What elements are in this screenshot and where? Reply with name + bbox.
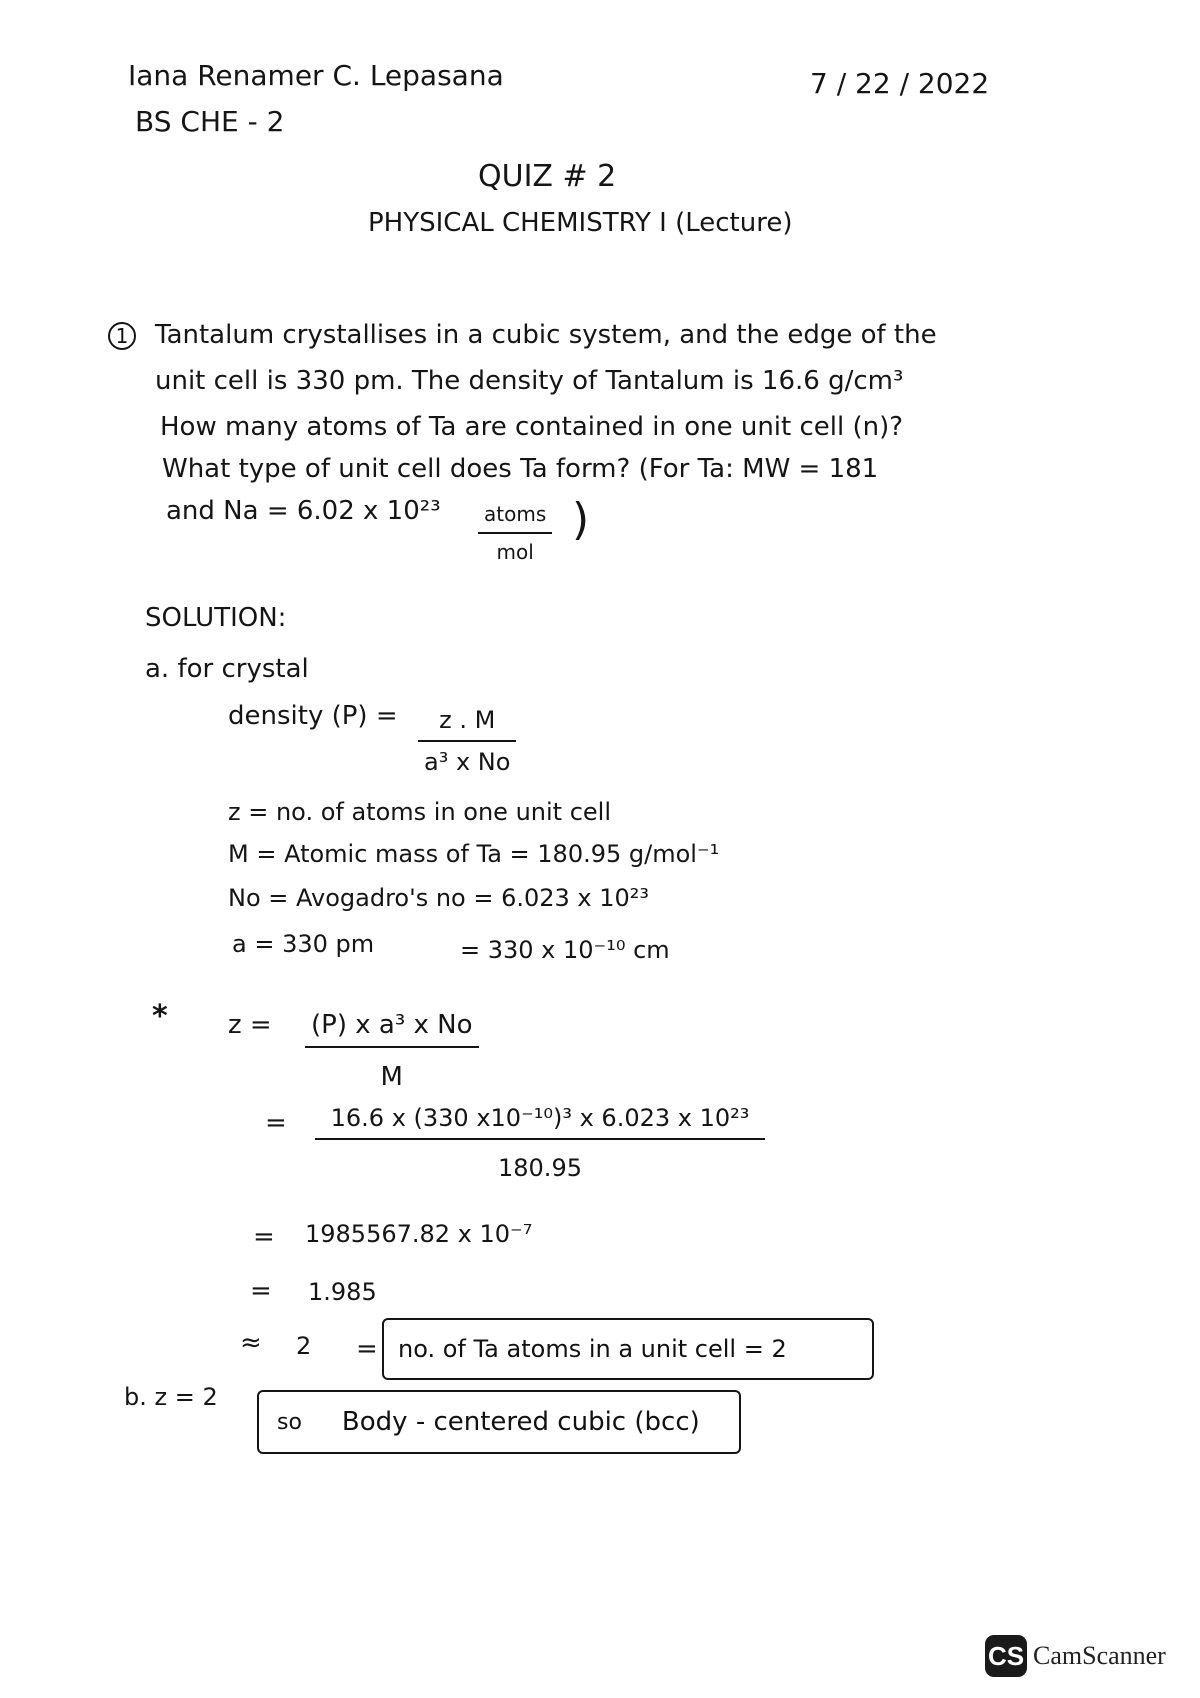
- equals-sign: =: [356, 1334, 378, 1364]
- subject-title: PHYSICAL CHEMISTRY I (Lecture): [368, 208, 793, 238]
- definition-no: No = Avogadro's no = 6.023 x 10²³: [228, 884, 650, 912]
- student-name: Iana Renamer C. Lepasana: [128, 59, 504, 92]
- substitution-fraction: [315, 1104, 765, 1182]
- definition-m: M = Atomic mass of Ta = 180.95 g/mol⁻¹: [228, 840, 720, 868]
- definition-a: a = 330 pm: [232, 930, 375, 958]
- unit-denominator: mol: [496, 540, 534, 564]
- quiz-date: 7 / 22 / 2022: [810, 67, 990, 100]
- step-1-result: 1985567.82 x 10⁻⁷: [305, 1220, 533, 1248]
- answer-atoms-text: no. of Ta atoms in a unit cell = 2: [398, 1335, 787, 1363]
- substitution-denominator: 180.95: [498, 1154, 582, 1182]
- z-label: z =: [228, 1010, 272, 1040]
- unit-numerator: atoms: [484, 502, 547, 526]
- density-label: density (P) =: [228, 701, 398, 731]
- problem-number-circle: [108, 322, 136, 350]
- star-marker: *: [152, 999, 168, 1034]
- equals-sign: =: [253, 1222, 275, 1252]
- approx-value: 2: [296, 1332, 312, 1360]
- z-formula-numerator: (P) x a³ x No: [311, 1010, 473, 1040]
- answer-so: so: [277, 1409, 302, 1435]
- problem-line-2: unit cell is 330 pm. The density of Tantalum is 16.6 g/cm³: [155, 366, 904, 396]
- equals-sign: =: [250, 1276, 272, 1306]
- substitution-numerator: 16.6 x (330 x10⁻¹⁰)³ x 6.023 x 10²³: [330, 1104, 750, 1132]
- solution-heading: SOLUTION:: [145, 603, 287, 633]
- problem-number: 1: [115, 324, 129, 348]
- density-denominator: a³ x No: [424, 748, 511, 776]
- part-a-label: a. for crystal: [145, 654, 309, 684]
- definition-z: z = no. of atoms in one unit cell: [228, 798, 611, 826]
- answer-box-structure: [257, 1390, 741, 1454]
- z-formula-fraction: [305, 1010, 479, 1092]
- approx-sign: ≈: [240, 1328, 262, 1358]
- problem-line-4: What type of unit cell does Ta form? (For Ta: MW = 181: [162, 454, 879, 484]
- quiz-title: QUIZ # 2: [478, 159, 617, 194]
- equals-sign: =: [265, 1108, 287, 1138]
- camscanner-logo-icon: CS: [985, 1635, 1027, 1677]
- problem-line-3: How many atoms of Ta are contained in one unit cell (n)?: [160, 412, 904, 442]
- z-formula-denominator: M: [380, 1062, 403, 1092]
- camscanner-watermark: [985, 1635, 1166, 1677]
- definition-a-converted: = 330 x 10⁻¹⁰ cm: [460, 936, 670, 964]
- problem-line-5: and Na = 6.02 x 10²³: [166, 496, 441, 526]
- density-numerator: z . M: [439, 706, 496, 734]
- camscanner-brand: CamScanner: [1033, 1641, 1166, 1670]
- problem-line-1: Tantalum crystallises in a cubic system, and the edge of the: [155, 320, 937, 350]
- density-fraction: [418, 706, 516, 776]
- answer-box-atoms: [382, 1318, 874, 1380]
- unit-fraction: [478, 502, 552, 564]
- student-course: BS CHE - 2: [135, 105, 285, 138]
- answer-structure-text: Body - centered cubic (bcc): [341, 1407, 700, 1437]
- closing-paren: ): [572, 494, 590, 545]
- part-b-label: b. z = 2: [124, 1383, 218, 1411]
- step-2-result: 1.985: [308, 1278, 377, 1306]
